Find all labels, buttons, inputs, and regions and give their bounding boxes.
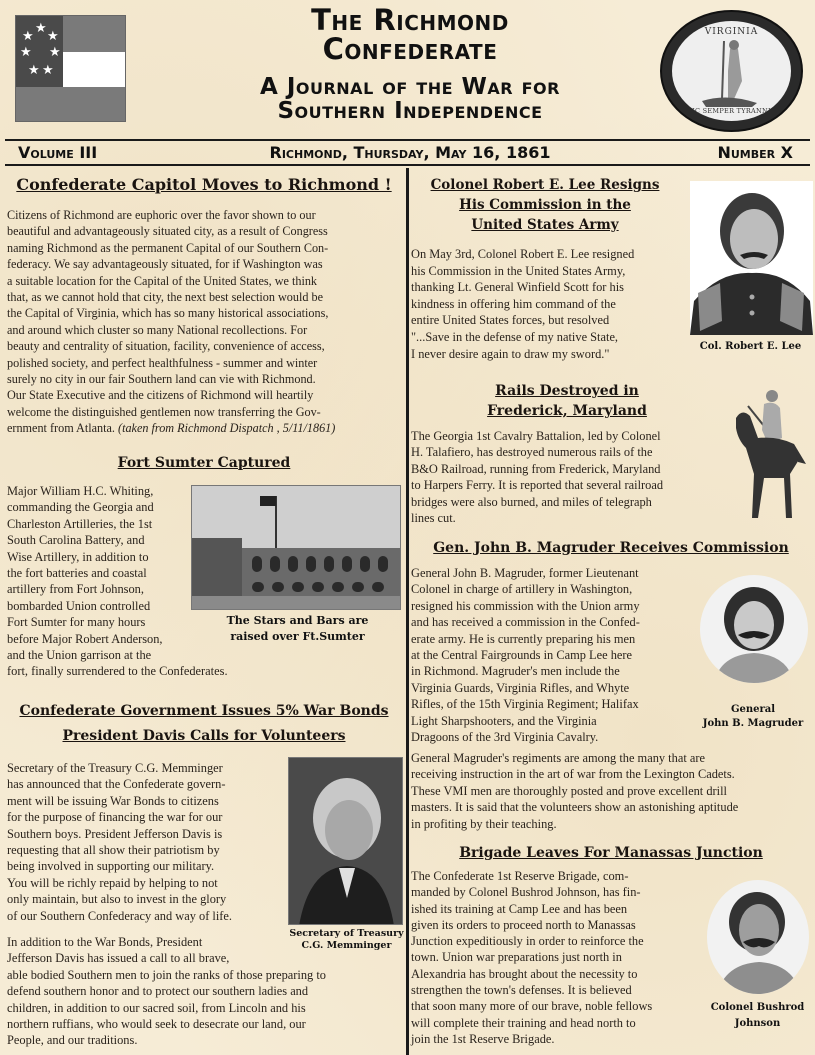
seal-top-text: VIRGINIA: [704, 27, 759, 37]
memminger-portrait: [288, 757, 403, 925]
text-line: manded by Colonel Bushrod Johnson, has fin-: [411, 885, 641, 900]
text-line: artillery from Fort Johnson,: [7, 582, 144, 597]
caption-line: raised over Ft.Sumter: [230, 630, 365, 643]
text-line: beauty and centrality of situation, facility, convenience of access,: [7, 339, 325, 354]
text-line: for the purpose of financing the war for our: [7, 810, 223, 825]
text-line: Wise Artillery, in addition to: [7, 549, 149, 564]
magruder-portrait-icon: [700, 575, 808, 683]
text-line: join the 1st Reserve Brigade.: [411, 1031, 555, 1046]
text-line: lines cut.: [411, 511, 456, 526]
text-line: commanding the Georgia and: [7, 500, 154, 515]
text-line: the Capital of Virginia, which has so many historical associations,: [7, 306, 329, 321]
text-line: ment will be issuing War Bonds to citizens: [7, 793, 219, 808]
caption-line: Colonel Bushrod: [710, 1002, 805, 1013]
seal-figure-icon: [672, 21, 791, 121]
johnson-portrait: [707, 880, 809, 994]
text-line: and has received a commission in the Confed-: [411, 615, 640, 630]
text-line: Alexandria has brought about the necessity to: [411, 966, 638, 981]
caption-line: General: [730, 704, 776, 715]
text-line: able bodied Southern men to join the ranks of those preparing to: [7, 967, 326, 982]
text-line: beautiful and advantageously situated city, as a result of Congress: [7, 224, 328, 239]
text-line: defend southern honor and to protect our southern ladies and: [7, 984, 309, 999]
text-line: of our Southern Confederacy and way of life.: [7, 908, 233, 923]
text-line: his Commission in the United States Army,: [411, 263, 626, 278]
magruder-article-body: [411, 565, 701, 745]
text-line: Dragoons of the 3rd Virginia Cavalry.: [411, 730, 599, 745]
johnson-portrait-icon: [707, 880, 809, 994]
brigade-headline: Brigade Leaves For Manassas Junction: [459, 845, 763, 861]
text-line: I never desire again to draw my sword.": [411, 346, 610, 361]
star-icon: ★: [28, 63, 40, 78]
virginia-seal-icon: [660, 10, 803, 132]
magruder-headline: Gen. John B. Magruder Receives Commission: [433, 540, 789, 556]
text-line: General John B. Magruder, former Lieutenant: [411, 566, 639, 580]
text-line: in profiting by their teaching.: [411, 816, 557, 831]
text-line: Citizens of Richmond are euphoric over the favor shown to our: [7, 208, 316, 222]
text-line: at the Central Fairgrounds in Camp Lee here: [411, 648, 633, 663]
rails-article-body: [411, 428, 723, 526]
capitol-headline: Confederate Capitol Moves to Richmond !: [16, 175, 392, 194]
text-line: Rifles, of the 15th Virginia Regiment; Halifax: [411, 697, 639, 712]
seal-bottom-text: SIC SEMPER TYRANNIS: [687, 107, 776, 115]
text-line: Virginia Guards, Virginia Rifles, and Whyte: [411, 680, 630, 695]
text-line: Junction expeditiously in order to reinforce the: [411, 934, 644, 949]
volume-label: Volume III: [18, 143, 98, 162]
dateline: Richmond, Thursday, May 16, 1861: [269, 143, 551, 162]
text-line: bombarded Union controlled: [7, 598, 151, 613]
star-icon: ★: [20, 45, 32, 60]
text-line: only maintain, but also to invest in the glory: [7, 892, 227, 907]
lee-headline-line3: United States Army: [471, 217, 619, 233]
text-line: People, and our traditions.: [7, 1033, 138, 1048]
text-line: The Confederate 1st Reserve Brigade, com-: [411, 869, 629, 883]
star-icon: ★: [35, 21, 47, 36]
text-line: South Carolina Battery, and: [7, 533, 145, 548]
confederate-flag-icon: [15, 15, 126, 122]
text-line: On May 3rd, Colonel Robert E. Lee resigned: [411, 247, 635, 261]
lee-portrait-icon: [690, 181, 813, 335]
text-line: The Georgia 1st Cavalry Battalion, led by Colonel: [411, 429, 661, 443]
text-line: Major William H.C. Whiting,: [7, 484, 154, 498]
text-line: B&O Railroad, running from Frederick, Maryland: [411, 461, 661, 476]
magruder-portrait: [700, 575, 808, 683]
masthead-rule-bottom: [5, 164, 810, 166]
caption-line: Johnson: [734, 1018, 781, 1029]
text-line: receiving instruction in the art of war from the Lexington Cadets.: [411, 767, 735, 782]
text-line: surely no city in our fair Southern land can vie with Richmond.: [7, 372, 316, 387]
text-line: children, in addition to our sacred soil, from Lincoln and his: [7, 1000, 306, 1015]
text-line: welcome the distinguished gentlemen now transferring the Gov-: [7, 404, 321, 419]
star-icon: ★: [22, 29, 34, 44]
text-line: has announced that the Confederate govern-: [7, 777, 226, 792]
text-line: in Richmond. Magruder's men include the: [411, 664, 620, 679]
text-line: You will be richly repaid by helping to not: [7, 875, 218, 890]
fort-sumter-image-icon: [192, 486, 401, 610]
magruder-caption: [692, 703, 814, 731]
masthead-subtitle-line1: A Journal of the War for: [260, 74, 560, 100]
text-line: that soon many more of our brave, noble fellows: [411, 999, 653, 1014]
text-line: requesting that all show their patriotism by: [7, 843, 220, 858]
text-line: These VMI men are thoroughly posted and prove excellent drill: [411, 783, 727, 798]
text-line: Light Sharpshooters, and the Virginia: [411, 713, 597, 728]
flag-white-bar: [63, 52, 125, 87]
memminger-caption: [284, 928, 409, 952]
fort-sumter-photo: [191, 485, 401, 610]
text-line: fort, finally surrendered to the Confederates.: [7, 664, 228, 679]
text-line: Colonel in charge of artillery in Washington,: [411, 582, 633, 597]
text-line: and around which cluster so many National recollections. For: [7, 322, 308, 337]
text-line: Our State Executive and the citizens of Richmond will heartily: [7, 388, 314, 403]
text-line: polished society, and perfect healthfulness - summer and winter: [7, 355, 318, 370]
text-line: a suitable location for the Capital of the United States, we think: [7, 273, 318, 288]
text-line: Charleston Artilleries, the 1st: [7, 516, 153, 531]
text-line: masters. It is said that the volunteers show an astonishing aptitude: [411, 800, 739, 815]
text-line: thanking Lt. General Winfield Scott for his: [411, 280, 624, 295]
star-icon: ★: [47, 29, 59, 44]
text-line: and the Union garrison at the: [7, 648, 152, 663]
magruder-article-body-2: [411, 750, 813, 832]
rails-headline-line2: Frederick, Maryland: [487, 403, 647, 419]
star-icon: ★: [49, 45, 61, 60]
lee-headline-line2: His Commission in the: [459, 197, 631, 213]
text-line: Fort Sumter for many hours: [7, 615, 146, 630]
sumter-photo-caption: [195, 613, 400, 645]
caption-line: Secretary of Treasury: [289, 928, 404, 939]
seal-face: [672, 21, 791, 121]
volunteers-headline: President Davis Calls for Volunteers: [62, 728, 346, 744]
johnson-caption: [700, 1000, 815, 1032]
text-line: In addition to the War Bonds, President: [7, 935, 203, 949]
text-line: "...Save in the defense of my native State,: [411, 329, 619, 344]
text-line: resigned his commission with the Union army: [411, 598, 640, 613]
lee-headline-line1: Colonel Robert E. Lee Resigns: [430, 177, 660, 193]
text-line: that, as we cannot hold that city, the next best selection would be: [7, 290, 323, 305]
text-line: Southern boys. President Jefferson Davis is: [7, 826, 223, 841]
star-icon: ★: [42, 63, 54, 78]
text-line: kindness in offering him command of the: [411, 296, 616, 311]
lee-portrait: [690, 181, 813, 335]
capitol-article-body: [7, 207, 405, 437]
text-line: strengthen the town's defenses. It is believed: [411, 983, 632, 998]
text-line: naming Richmond as the permanent Capital of our Southern Con-: [7, 240, 329, 255]
text-line: [7, 420, 405, 436]
text-line: town. Union war preparations just north in: [411, 950, 622, 965]
text-line: federacy. We say advantageously situated, for if Washington was: [7, 257, 323, 272]
text-line: to Harpers Ferry. It is reported that several railroad: [411, 478, 664, 493]
caption-line: C.G. Memminger: [301, 940, 392, 951]
text-line: erate army. He is currently preparing his men: [411, 631, 636, 646]
text-line: northern ruffians, who would seek to desecrate our land, our: [7, 1017, 306, 1032]
lee-caption: Col. Robert E. Lee: [699, 341, 802, 352]
rails-headline-line1: Rails Destroyed in: [495, 383, 639, 399]
masthead-subtitle-line2: Southern Independence: [277, 98, 543, 124]
masthead-title-line2: Confederate: [322, 32, 498, 66]
bonds-headline: Confederate Government Issues 5% War Bonds: [19, 703, 389, 719]
text-line: ished its training at Camp Lee and has been: [411, 901, 628, 916]
bonds-article-body: [7, 760, 287, 924]
text-line: Secretary of the Treasury C.G. Memminger: [7, 761, 223, 775]
sumter-headline: Fort Sumter Captured: [117, 455, 291, 471]
memminger-portrait-icon: [289, 758, 403, 925]
cavalry-rider-icon: [728, 378, 808, 528]
text-line: entire United States forces, but resolved: [411, 313, 610, 328]
text-line: bridges were also burned, and miles of telegraph: [411, 494, 652, 509]
text-line: will complete their training and head north to: [411, 1015, 636, 1030]
text-line: before Major Robert Anderson,: [7, 631, 163, 646]
caption-line: The Stars and Bars are: [226, 614, 369, 627]
text-fragment: ernment from Atlanta.: [7, 421, 115, 436]
text-line: General Magruder's regiments are among the many that are: [411, 751, 705, 765]
source-citation: (taken from Richmond Dispatch , 5/11/1861): [118, 421, 336, 436]
column-divider: [406, 168, 409, 1055]
caption-line: John B. Magruder: [702, 718, 804, 729]
brigade-article-body: [411, 868, 711, 1047]
masthead-title-line1: The Richmond: [311, 3, 509, 37]
text-line: given its orders to proceed north to Manassas: [411, 917, 636, 932]
text-line: the fort batteries and coastal: [7, 566, 147, 581]
text-line: H. Talafiero, has destroyed numerous rails of the: [411, 445, 653, 460]
text-line: Jefferson Davis has issued a call to all brave,: [7, 951, 230, 966]
issue-number: Number X: [717, 143, 793, 162]
masthead-rule-top: [5, 139, 810, 141]
lee-article-body: [411, 246, 686, 362]
text-line: being involved in supporting our military.: [7, 859, 215, 874]
